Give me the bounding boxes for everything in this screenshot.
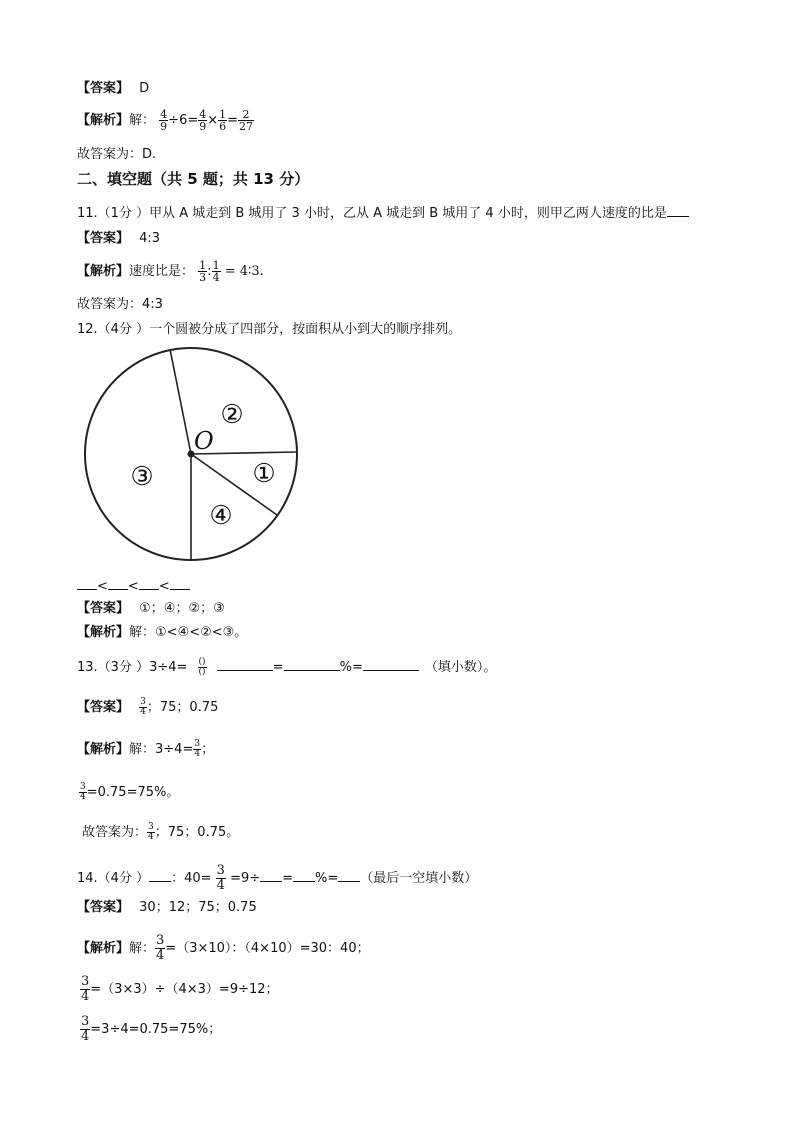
analysis-tag: 【解析】: [77, 742, 130, 757]
sector-4-label: ④: [209, 501, 233, 531]
math-text: ×: [207, 113, 219, 128]
fraction: $\frac{3}{4}$: [148, 822, 154, 842]
math-text: <: [97, 579, 108, 594]
fraction: $\frac{3}{4}$: [194, 739, 201, 759]
analysis-tag: 【解析】: [77, 941, 130, 956]
section-title: 二、填空题（共 5 题；共 13 分）: [77, 170, 310, 188]
answer-blank: [217, 658, 273, 671]
fraction: $\frac{4}{9}$: [160, 108, 168, 133]
math-text: =9÷: [230, 871, 261, 886]
answer-value: D: [139, 81, 150, 96]
math-text: =: [227, 113, 239, 128]
fraction: $\frac{1}{4}$: [212, 259, 220, 284]
sector-2-label: ②: [220, 400, 244, 430]
question-11: [77, 204, 689, 223]
math-text: =3÷4=0.75=75%；: [90, 1022, 222, 1037]
question-suffix: （填小数）。: [424, 660, 497, 675]
q11-answer: [77, 230, 160, 248]
fraction: $\frac{3}{4}$: [140, 697, 146, 717]
fraction: $\frac{3}{4}$: [80, 782, 86, 802]
fraction: $\frac{3}{4}$: [81, 974, 90, 1004]
answer-tag: 【答案】: [77, 900, 130, 915]
math-text: <: [127, 579, 139, 594]
q11-conclusion: 故答案为：4:3: [77, 297, 163, 312]
radius-line: [170, 349, 191, 454]
math-text: =: [282, 871, 294, 886]
answer-value: ；75；0.75: [146, 700, 219, 715]
math-text: =: [272, 660, 284, 675]
center-label: O: [194, 427, 214, 455]
prev-conclusion: 故答案为：D.: [77, 147, 157, 162]
analysis-prefix: 解：3÷4=: [129, 742, 194, 757]
analysis-tag: 【解析】: [77, 625, 130, 640]
answer-tag: 【答案】: [77, 81, 130, 96]
q14-answer: [77, 899, 257, 917]
math-text: ÷6=: [168, 113, 199, 128]
math-text: ：40=: [171, 871, 212, 886]
answer-blank: [77, 577, 97, 590]
fraction: $\frac{2}{27}$: [239, 108, 254, 133]
answer-blank: [170, 577, 190, 590]
q12-blanks: [77, 577, 190, 596]
answer-blank: [108, 577, 128, 590]
question-suffix: （最后一空填小数）: [360, 871, 478, 886]
conclusion-text: ；75；0.75。: [154, 825, 240, 840]
math-text: =0.75=75%。: [86, 785, 180, 800]
math-text: =（3×3）÷（4×3）=9÷12；: [90, 982, 279, 997]
analysis-prefix: 解：: [129, 113, 156, 128]
conclusion-prefix: 故答案为：: [82, 825, 148, 840]
fraction: $\frac{3}{4}$: [81, 1014, 90, 1044]
answer-blank: [149, 869, 171, 882]
sector-3-label: ③: [130, 462, 154, 492]
answer-value: ①；④；②；③: [139, 601, 225, 616]
math-text: %=: [339, 660, 363, 675]
question-13: [77, 658, 496, 677]
question-14: [77, 864, 477, 893]
answer-tag: 【答案】: [77, 700, 130, 715]
question-text: 13.（3分 ）3÷4=: [77, 660, 188, 675]
math-text: %=: [315, 871, 339, 886]
answer-tag: 【答案】: [77, 601, 130, 616]
prev-analysis-line: [77, 109, 254, 132]
q14-analysis: [77, 934, 370, 963]
sector-1-label: ①: [252, 459, 276, 489]
answer-blank: [293, 869, 315, 882]
question-12: 12.（4分 ）一个圆被分成了四部分，按面积从小到大的顺序排列。: [77, 322, 462, 337]
circle-diagram: [80, 343, 302, 565]
q13-analysis: [77, 740, 214, 759]
answer-tag: 【答案】: [77, 231, 130, 246]
math-text: ；: [201, 742, 215, 757]
fraction: $\frac{3}{4}$: [156, 933, 165, 963]
answer-blank: [260, 869, 282, 882]
analysis-prefix: 解：: [129, 941, 156, 956]
math-text: = 4∶3.: [220, 264, 264, 279]
fraction: $\frac{4}{9}$: [199, 108, 207, 133]
prev-answer-line: [77, 80, 149, 98]
answer-blank: [139, 577, 159, 590]
q13-conclusion: [82, 823, 239, 842]
answer-blank: [363, 658, 419, 671]
answer-blank: [284, 658, 340, 671]
q14-analysis-line2: [80, 975, 279, 1004]
q13-answer: [77, 698, 218, 717]
analysis-tag: 【解析】: [77, 264, 130, 279]
question-text: 14.（4分 ）: [77, 871, 150, 886]
q12-analysis: [77, 624, 247, 642]
math-text: =（3×10）：（4×10）=30：40；: [165, 941, 370, 956]
answer-value: 30；12；75；0.75: [139, 900, 257, 915]
math-text: :: [207, 264, 212, 279]
analysis-tag: 【解析】: [77, 113, 130, 128]
answer-value: 4:3: [139, 231, 161, 246]
analysis-prefix: 速度比是：: [129, 264, 195, 279]
question-text: 11.（1分 ）甲从 A 城走到 B 城用了 3 小时，乙从 A 城走到 B 城用了 4 小时，则甲乙两人速度的比是: [77, 206, 667, 221]
math-text: <: [158, 579, 170, 594]
q12-answer: [77, 600, 225, 618]
analysis-text: 解：①<④<②<③。: [129, 625, 248, 640]
q14-analysis-line3: [80, 1015, 221, 1044]
fraction: $\frac{1}{6}$: [219, 108, 227, 133]
fraction: $\frac{3}{4}$: [216, 863, 225, 893]
fraction: $\frac{1}{3}$: [199, 259, 207, 284]
q11-analysis: [77, 260, 264, 283]
answer-blank: [338, 869, 360, 882]
blank-fraction: $\frac{()}{()}$: [198, 657, 206, 677]
answer-blank: [667, 204, 689, 217]
q13-analysis-line2: [79, 783, 179, 802]
